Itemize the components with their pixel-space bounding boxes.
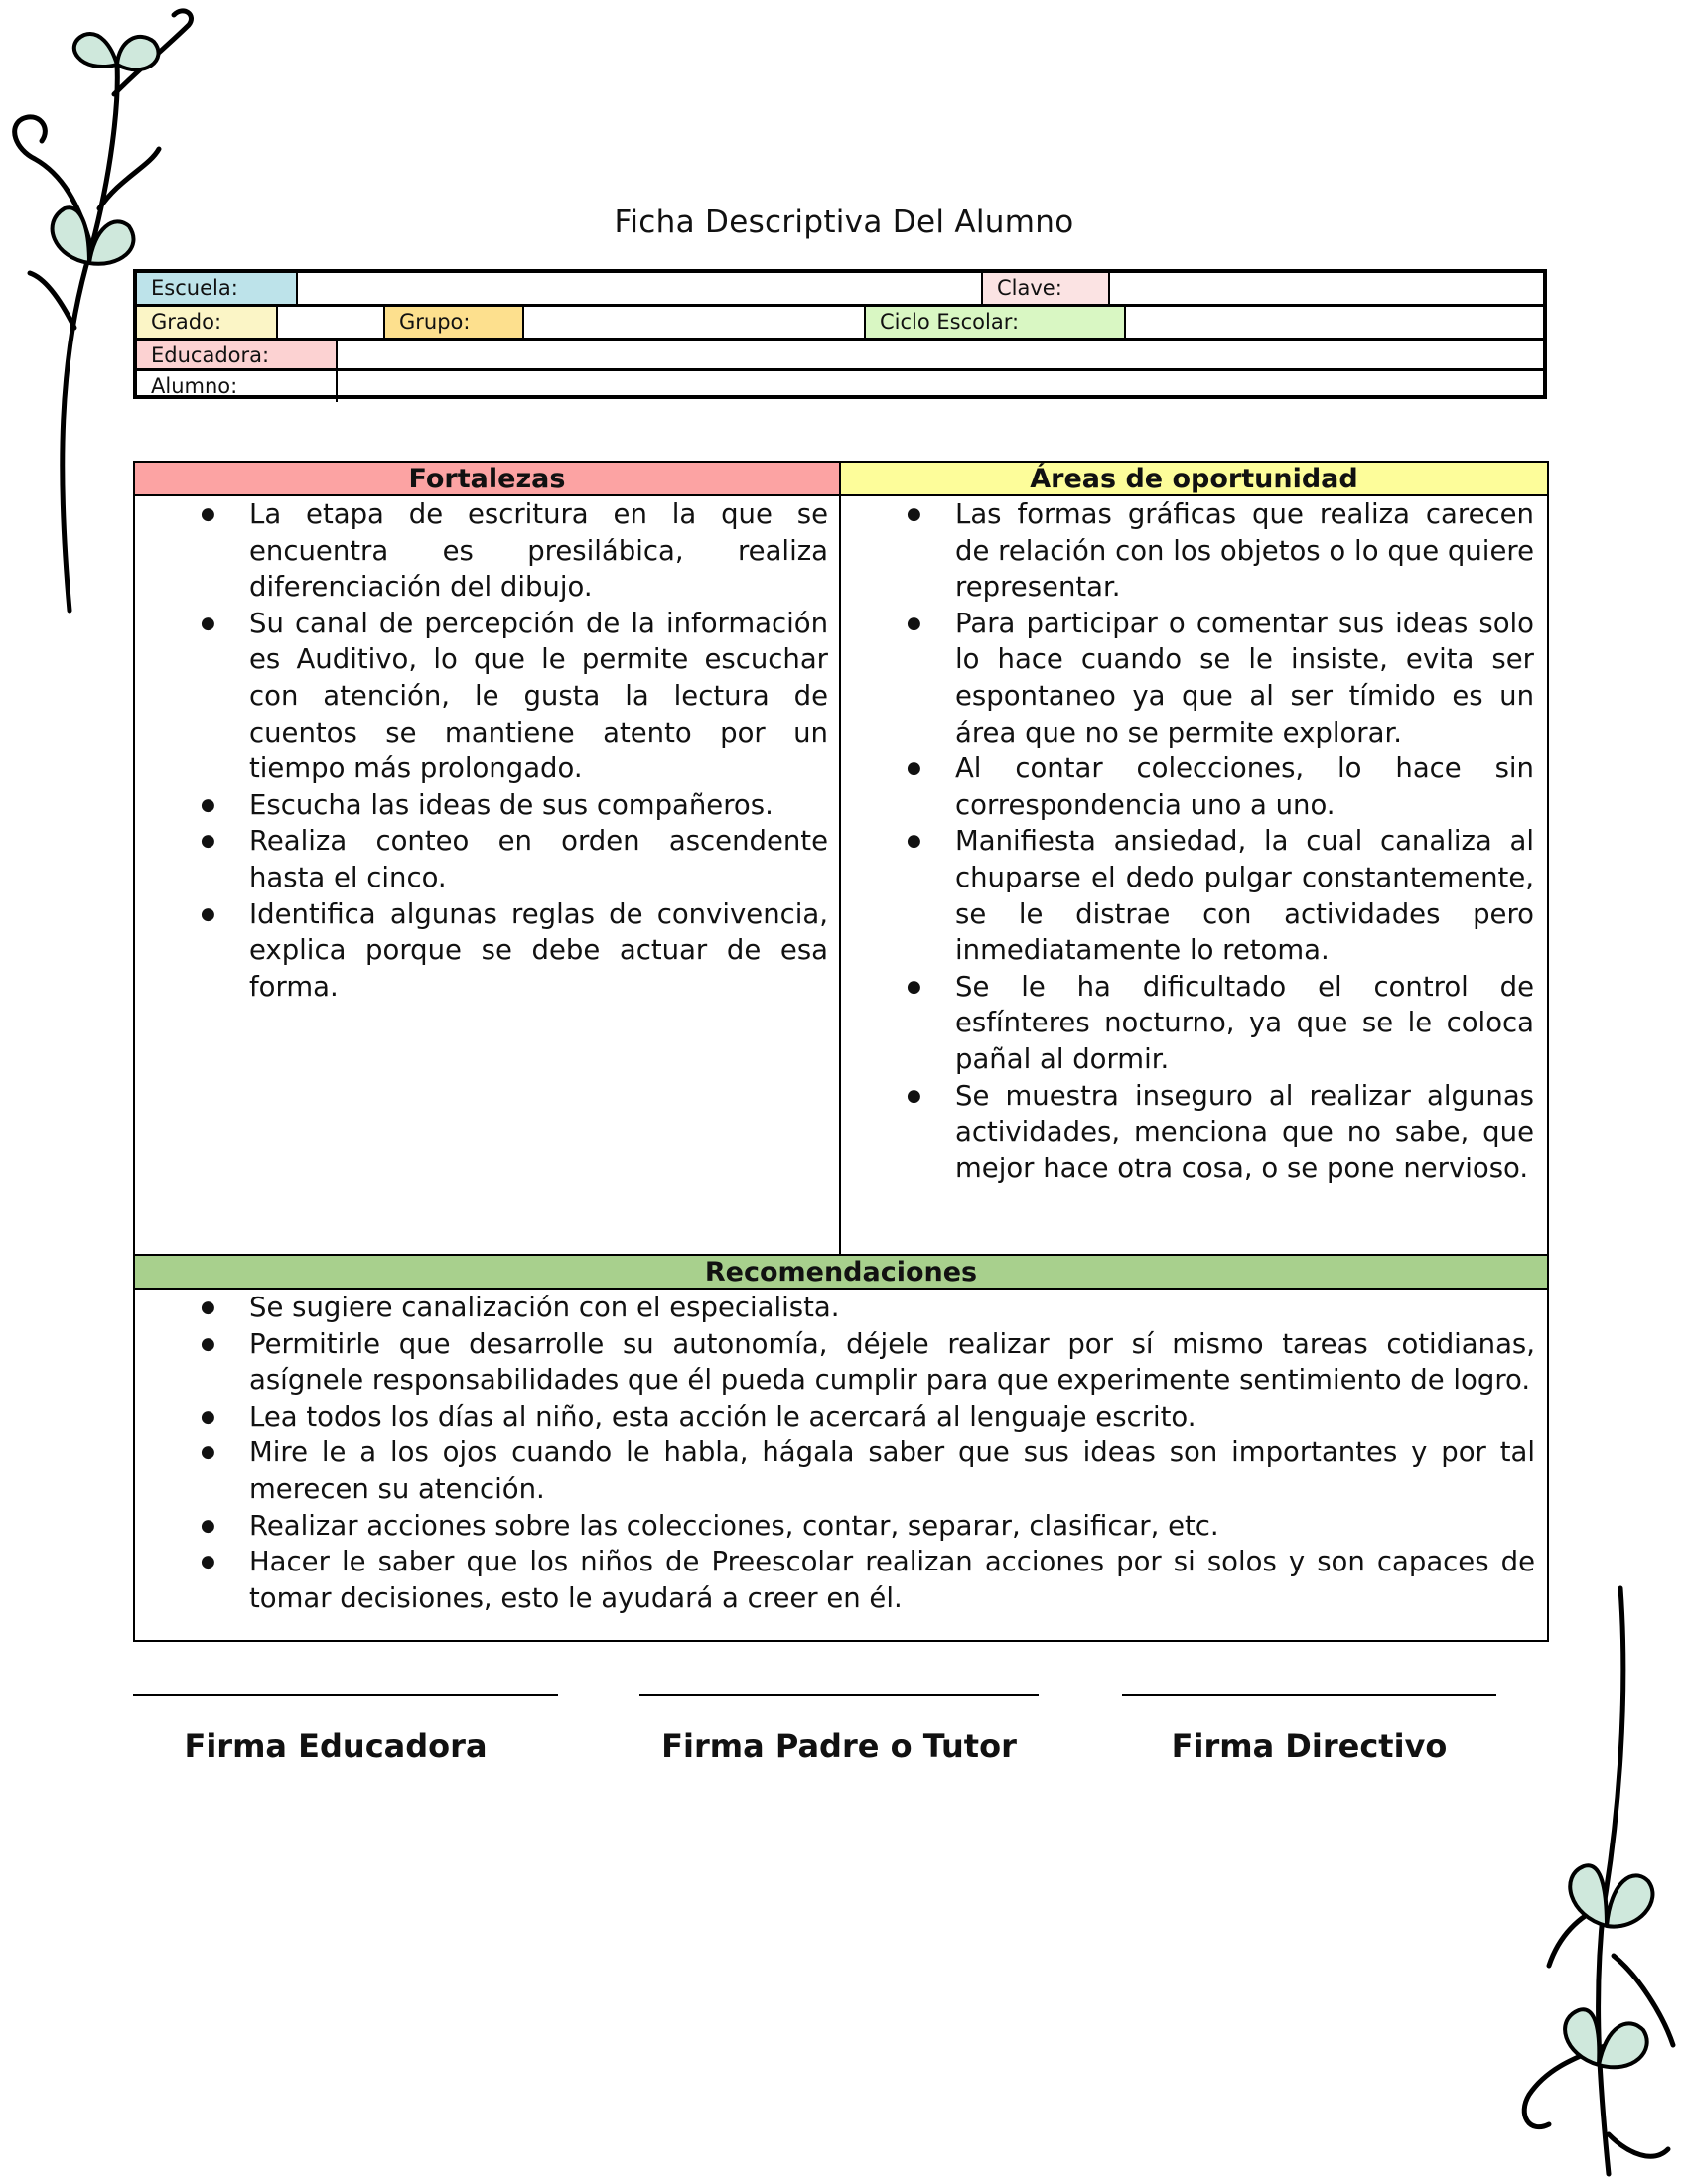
list-item: ● Permitirle que desarrolle su autonomía, déjele realizar por sí mismo tareas cotidianas, asígnele responsabilidades que él pueda cumplir para que experimente sentimiento de logro.	[135, 1326, 1535, 1399]
educadora-label: Educadora:	[137, 341, 338, 371]
evaluation-table	[133, 461, 1549, 1642]
list-item: ● Mire le a los ojos cuando le habla, hágala saber que sus ideas son importantes y por tal merecen su atención.	[135, 1434, 1535, 1507]
info-row-alumno	[137, 371, 1543, 402]
vine-decoration-bottom	[1489, 1578, 1688, 2184]
list-item: ● Se muestra inseguro al realizar algunas actividades, menciona que no sabe, que mejor hace otra cosa, o se pone nervioso.	[841, 1078, 1534, 1187]
list-item: ● Se le ha dificultado el control de esfínteres nocturno, ya que se le coloca pañal al dormir.	[841, 969, 1534, 1078]
signature-label-padre: Firma Padre o Tutor	[661, 1727, 1017, 1765]
escuela-label: Escuela:	[137, 273, 298, 304]
list-item: ● Para participar o comentar sus ideas solo lo hace cuando se le insiste, evita ser espontaneo ya que al ser tímido es un área que no se permite explorar.	[841, 606, 1534, 751]
alumno-field[interactable]	[338, 371, 1543, 402]
ciclo-escolar-field[interactable]	[1126, 307, 1543, 338]
recomendaciones-heading: Recomendaciones	[135, 1254, 1547, 1290]
list-item: ● Manifiesta ansiedad, la cual canaliza al chuparse el dedo pulgar constantemente, se le distrae con actividades pero inmediatamente lo retoma.	[841, 823, 1534, 968]
signature-line-directivo[interactable]	[1122, 1694, 1496, 1696]
clave-field[interactable]	[1110, 273, 1543, 304]
fortalezas-list	[135, 496, 828, 1005]
page-title: Ficha Descriptiva Del Alumno	[614, 205, 1074, 240]
signature-label-directivo: Firma Directivo	[1171, 1727, 1448, 1765]
signature-label-educadora: Firma Educadora	[184, 1727, 488, 1765]
grado-label: Grado:	[137, 307, 278, 338]
info-row-educadora	[137, 341, 1543, 371]
grado-field[interactable]	[278, 307, 385, 338]
educadora-field[interactable]	[338, 341, 1543, 371]
list-item: ● Las formas gráficas que realiza carecen de relación con los objetos o lo que quiere representar.	[841, 496, 1534, 606]
recomendaciones-list	[135, 1290, 1535, 1616]
ciclo-escolar-label: Ciclo Escolar:	[866, 307, 1126, 338]
list-item: ● La etapa de escritura en la que se encuentra es presilábica, realiza diferenciación del dibujo.	[135, 496, 828, 606]
grupo-label: Grupo:	[385, 307, 524, 338]
list-item: ● Hacer le saber que los niños de Preescolar realizan acciones por si solos y son capaces de tomar decisiones, esto le ayudará a creer en él.	[135, 1544, 1535, 1616]
signature-line-educadora[interactable]	[133, 1694, 558, 1696]
list-item: ● Se sugiere canalización con el especialista.	[135, 1290, 1535, 1326]
list-item: ● Lea todos los días al niño, esta acción le acercará al lenguaje escrito.	[135, 1399, 1535, 1435]
areas-heading: Áreas de oportunidad	[841, 463, 1547, 496]
alumno-label: Alumno:	[137, 371, 338, 402]
fortalezas-heading: Fortalezas	[135, 463, 841, 496]
areas-list	[841, 496, 1534, 1186]
info-row-grado	[137, 307, 1543, 338]
list-item: ● Realizar acciones sobre las colecciones, contar, separar, clasificar, etc.	[135, 1508, 1535, 1545]
list-item: ● Realiza conteo en orden ascendente hasta el cinco.	[135, 823, 828, 895]
list-item: ● Su canal de percepción de la información es Auditivo, lo que le permite escuchar con atención, le gusta la lectura de cuentos se mantiene atento por un tiempo más prolongado.	[135, 606, 828, 787]
student-info-table	[133, 269, 1547, 399]
list-item: ● Identifica algunas reglas de convivencia, explica porque se debe actuar de esa forma.	[135, 896, 828, 1006]
list-item: ● Escucha las ideas de sus compañeros.	[135, 787, 828, 824]
list-item: ● Al contar colecciones, lo hace sin correspondencia uno a uno.	[841, 751, 1534, 823]
clave-label: Clave:	[981, 273, 1110, 304]
grupo-field[interactable]	[524, 307, 866, 338]
info-row-escuela	[137, 273, 1543, 304]
signature-line-padre[interactable]	[639, 1694, 1039, 1696]
